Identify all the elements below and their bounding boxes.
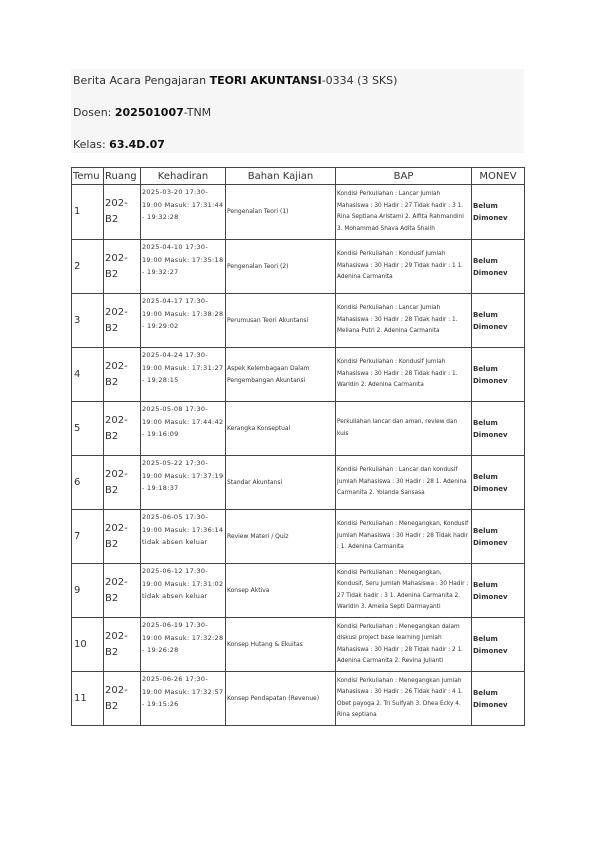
cell-kehadiran: 2025-05-22 17:30-19:00 Masuk: 17:37:19 - 19:18:37	[141, 456, 226, 510]
cell-bahan-kajian: Standar Akuntansi	[226, 456, 336, 510]
cell-monev: Belum Dimonev	[472, 510, 525, 564]
kelas-label: Kelas:	[73, 138, 110, 151]
table-row	[72, 402, 525, 456]
cell-temu: 3	[72, 294, 104, 348]
table-row	[72, 672, 525, 726]
cell-temu: 5	[72, 402, 104, 456]
cell-ruang: 202-B2	[104, 672, 141, 726]
table-header-row	[72, 168, 525, 185]
cell-bap: Kondisi Perkuliahan : Lancar dan kondusif Jumlah Mahasiswa : 30 Hadir : 28 1. Adenina Carmanita 2. Yolanda Sansasa	[336, 456, 472, 510]
course-name: TEORI AKUNTANSI	[209, 74, 322, 87]
kelas-value: 63.4D.07	[109, 138, 165, 151]
course-title-line	[73, 74, 397, 87]
cell-bap: Kondisi Perkuliahan : Lancar Jumlah Mahasiswa : 30 Hadir : 28 Tidak hadir : 1. Meliana Putri 2. Adenina Carmanita	[336, 294, 472, 348]
cell-kehadiran: 2025-06-05 17:30-19:00 Masuk: 17:36:14 tidak absen keluar	[141, 510, 226, 564]
cell-bap: Perkuliahan lancar dan aman, review dan kuis	[336, 402, 472, 456]
table-row	[72, 564, 525, 618]
cell-bap: Kondisi Perkuliahan : Menegangkan, Kondusif Jumlah Mahasiswa : 30 Hadir : 28 Tidak hadir : 1. Adenina Carmanita	[336, 510, 472, 564]
cell-ruang: 202-B2	[104, 402, 141, 456]
cell-monev: Belum Dimonev	[472, 618, 525, 672]
dosen-code: -TNM	[183, 106, 212, 119]
cell-kehadiran: 2025-03-20 17:30-19:00 Masuk: 17:31:44 - 19:32:28	[141, 185, 226, 240]
cell-monev: Belum Dimonev	[472, 240, 525, 294]
cell-ruang: 202-B2	[104, 456, 141, 510]
cell-temu: 9	[72, 564, 104, 618]
column-header-monev: MONEV	[472, 168, 525, 185]
cell-ruang: 202-B2	[104, 348, 141, 402]
cell-ruang: 202-B2	[104, 185, 141, 240]
cell-temu: 6	[72, 456, 104, 510]
column-header-bap: BAP	[336, 168, 472, 185]
cell-monev: Belum Dimonev	[472, 348, 525, 402]
cell-bahan-kajian: Review Materi / Quiz	[226, 510, 336, 564]
cell-monev: Belum Dimonev	[472, 294, 525, 348]
cell-ruang: 202-B2	[104, 510, 141, 564]
dosen-line	[73, 106, 211, 119]
cell-bahan-kajian: Konsep Aktiva	[226, 564, 336, 618]
table-row	[72, 618, 525, 672]
column-header-kehadiran: Kehadiran	[141, 168, 226, 185]
cell-monev: Belum Dimonev	[472, 672, 525, 726]
dosen-label: Dosen:	[73, 106, 115, 119]
cell-kehadiran: 2025-04-24 17:30-19:00 Masuk: 17:31:27 - 19:28:15	[141, 348, 226, 402]
cell-monev: Belum Dimonev	[472, 185, 525, 240]
cell-bahan-kajian: Pengenalan Teori (1)	[226, 185, 336, 240]
cell-kehadiran: 2025-05-08 17:30-19:00 Masuk: 17:44:42 - 19:16:09	[141, 402, 226, 456]
cell-bap: Kondisi Perkuliahan : Lancar Jumlah Mahasiswa : 30 Hadir : 27 Tidak hadir : 3 1. Rina Septiana Aristami 2. Alfita Rahmandini 3. Mohammad Shava Adita Shalih	[336, 185, 472, 240]
cell-kehadiran: 2025-04-10 17:30-19:00 Masuk: 17:35:18 - 19:32:27	[141, 240, 226, 294]
cell-ruang: 202-B2	[104, 564, 141, 618]
cell-bahan-kajian: Aspek Kelembagaan Dalam Pengembangan Akuntansi	[226, 348, 336, 402]
cell-bahan-kajian: Pengenalan Teori (2)	[226, 240, 336, 294]
table-row	[72, 294, 525, 348]
table-row	[72, 240, 525, 294]
attendance-table	[71, 167, 525, 726]
course-title-prefix: Berita Acara Pengajaran	[73, 74, 210, 87]
cell-temu: 1	[72, 185, 104, 240]
dosen-id: 202501007	[114, 106, 184, 119]
cell-monev: Belum Dimonev	[472, 402, 525, 456]
cell-ruang: 202-B2	[104, 618, 141, 672]
cell-bap: Kondisi Perkuliahan : Kondusif Jumlah Mahasiswa : 30 Hadir : 28 Tidak hadir : 1. Warldin 2. Adenina Carmanita	[336, 348, 472, 402]
cell-bahan-kajian: Kerangka Konseptual	[226, 402, 336, 456]
cell-bahan-kajian: Konsep Pendapatan (Revenue)	[226, 672, 336, 726]
cell-monev: Belum Dimonev	[472, 456, 525, 510]
column-header-ruang: Ruang	[104, 168, 141, 185]
cell-monev: Belum Dimonev	[472, 564, 525, 618]
table-row	[72, 456, 525, 510]
cell-kehadiran: 2025-04-17 17:30-19:00 Masuk: 17:38:28 - 19:29:02	[141, 294, 226, 348]
kelas-line	[73, 138, 165, 151]
cell-temu: 4	[72, 348, 104, 402]
cell-kehadiran: 2025-06-12 17:30-19:00 Masuk: 17:31:02 tidak absen keluar	[141, 564, 226, 618]
cell-kehadiran: 2025-06-26 17:30-19:00 Masuk: 17:32:57 - 19:15:26	[141, 672, 226, 726]
cell-bap: Kondisi Perkuliahan : Menegangkan Jumlah Mahasiswa : 30 Hadir : 26 Tidak hadir : 4 1. Obet payoga 2. Tri Sulfyah 3. Dhea Ecky 4. Rina septiana	[336, 672, 472, 726]
column-header-bahan-kajian: Bahan Kajian	[226, 168, 336, 185]
cell-ruang: 202-B2	[104, 240, 141, 294]
table-row	[72, 510, 525, 564]
cell-bahan-kajian: Perumusan Teori Akuntansi	[226, 294, 336, 348]
column-header-temu: Temu	[72, 168, 104, 185]
cell-bap: Kondisi Perkuliahan : Menegangkan, Kondusif, Seru Jumlah Mahasiswa : 30 Hadir : 27 Tidak hadir : 3 1. Adenina Carmanita 2. Warldin 3. Amelia Septi Darmayanti	[336, 564, 472, 618]
cell-temu: 10	[72, 618, 104, 672]
course-code: -0334 (3 SKS)	[321, 74, 398, 87]
cell-ruang: 202-B2	[104, 294, 141, 348]
cell-temu: 11	[72, 672, 104, 726]
cell-temu: 2	[72, 240, 104, 294]
cell-bahan-kajian: Konsep Hutang & Ekuitas	[226, 618, 336, 672]
table-row	[72, 185, 525, 240]
cell-kehadiran: 2025-06-19 17:30-19:00 Masuk: 17:32:28 - 19:26:28	[141, 618, 226, 672]
cell-bap: Kondisi Perkuliahan : Kondusif Jumlah Mahasiswa : 30 Hadir : 29 Tidak hadir : 1 1. Adenina Carmanita	[336, 240, 472, 294]
cell-bap: Kondisi Perkuliahan : Menegangkan dalam diskusi project base learning Jumlah Mahasiswa : 30 Hadir : 28 Tidak hadir : 2 1. Adenina Carmanita 2. Revina Julianti	[336, 618, 472, 672]
table-row	[72, 348, 525, 402]
cell-temu: 7	[72, 510, 104, 564]
